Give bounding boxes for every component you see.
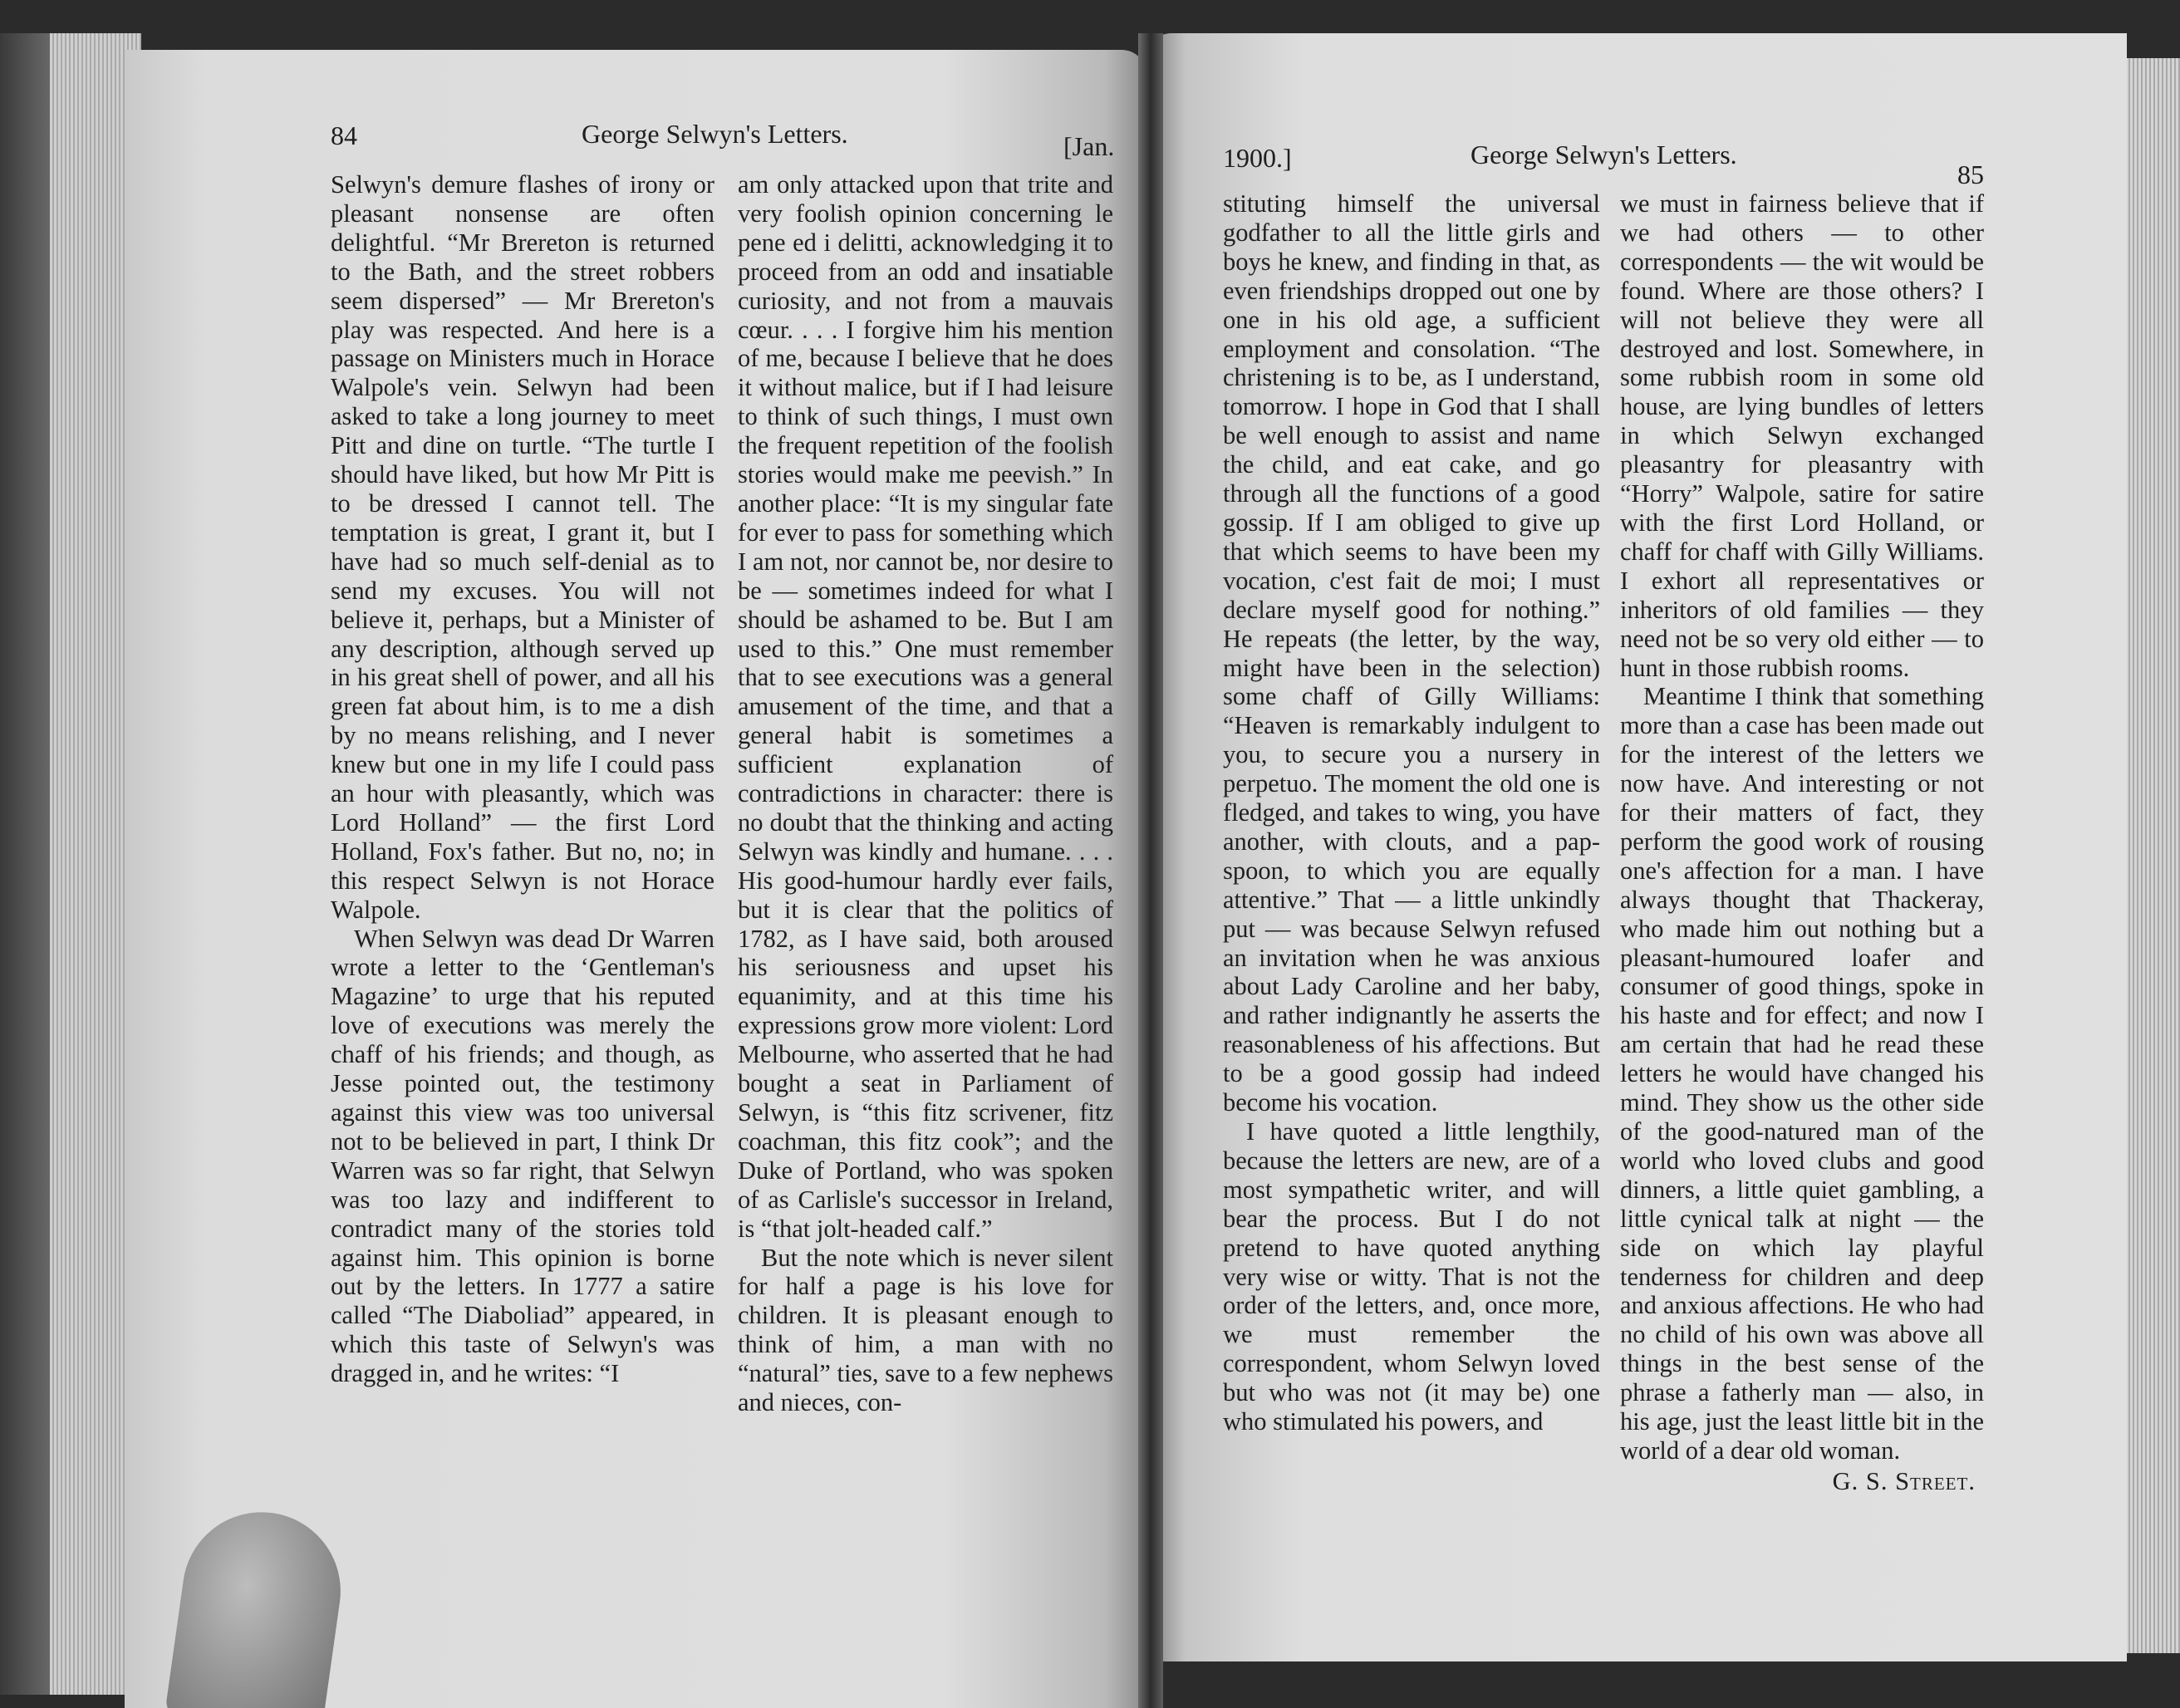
left-date-marker: [Jan. [1063,131,1115,161]
book-gutter [1138,33,1163,1708]
left-column-2 [738,170,1113,1417]
author-signature: G. S. Street. [1832,1466,1976,1495]
right-column-2 [1620,189,1984,1496]
paragraph: When Selwyn was dead Dr Warren wrote a letter to the ‘Gentleman's Magazine’ to urge that his reputed love of executions was merely the chaff of his friends; and though, as Jesse pointed out, the testimony against this view was too universal not to be believed in part, I think Dr Warren was so far right, that Selwyn was too lazy and indifferent to contradict many of the stories told against him. This opinion is borne out by the letters. In 1777 a satire called “The Diaboliad” appeared, in which this taste of Selwyn's was dragged in, and he writes: “I [331,924,714,1388]
left-column-1 [331,170,714,1388]
left-page-number: 84 [331,120,357,150]
paragraph: Selwyn's demure flashes of irony or pleasant nonsense are often delightful. “Mr Brereton is returned to the Bath, and the street robbers seem dispersed” — Mr Brereton's play was respected. And here is a passage on Ministers much in Horace Walpole's vein. Selwyn had been asked to take a long journey to meet Pitt and dine on turtle. “The turtle I should have liked, but how Mr Pitt is to be dressed I cannot tell. The temptation is great, I grant it, but I have had so much self-denial as to send my excuses. You will not believe it, perhaps, but a Minister of any description, although served up in his great shell of power, and all his green fat about him, is to me a dish by no means relishing, and I never knew but one in my life I could pass an hour with pleasantly, which was Lord Holland” — the first Lord Holland, Fox's father. But no, no; in this respect Selwyn is not Horace Walpole. [331,170,714,924]
left-running-title: George Selwyn's Letters. [582,119,848,149]
paragraph: Meantime I think that something more than a case has been made out for the interest of the letters we now have. And interesting or not for their matters of fact, they perform the good work of rousing one's affection for a man. I have always thought that Thackeray, who made him out nothing but a pleasant-humoured loafer and consumer of good things, spoke in his haste and for effect; and now I am certain that had he read these letters he would have changed his mind. They show us the other side of the good-natured man of the world who loved clubs and good dinners, a little quiet gambling, a little cynical talk at night — the side on which lay playful tenderness for children and deep and anxious affections. He who had no child of his own was above all things in the best sense of the phrase a fatherly man — also, in his age, just the least little bit in the world of a dear old woman. [1620,682,1984,1465]
paragraph: stituting himself the universal godfather to all the little girls and boys he knew, and finding in that, as even friendships dropped out one by one in his old age, a sufficient employment and consolation. “The christening is to be, as I understand, tomorrow. I hope in God that I shall be well enough to assist and name the child, and eat cake, and go through all the functions of a good gossip. If I am obliged to give up that which seems to have been my vocation, c'est fait de moi; I must declare myself good for nothing.” He repeats (the letter, by the way, might have been in the selection) some chaff of Gilly Williams: “Heaven is remarkably indulgent to you, to secure you a nursery in perpetuo. The moment the old one is fledged, and takes to wing, you have another, with clouts, and a pap-spoon, to which you are equally attentive.” That — a little unkindly put — was because Selwyn refused an invitation when he was anxious about Lady Caroline and her baby, and rather indignantly he asserts the reasonableness of his affections. But to be a good gossip had indeed become his vocation. [1223,189,1600,1117]
paragraph: we must in fairness believe that if we had others — to other correspondents — the wit would be found. Where are those others? I will not believe they were all destroyed and lost. Somewhere, in some rubbish room in some old house, are lying bundles of letters in which Selwyn exchanged pleasantry for pleasantry with “Horry” Walpole, satire for satire with the first Lord Holland, or chaff for chaff with Gilly Williams. I exhort all representatives or inheritors of old families — they need not be so very old either — to hunt in those rubbish rooms. [1620,189,1984,682]
right-page-edges [2122,58,2180,1653]
right-page-number: 85 [1957,160,1984,189]
paragraph: am only attacked upon that trite and very foolish opinion concerning le pene ed i delitti, acknowledging it to proceed from an odd and insatiable curiosity, and not from a mauvais cœur. . . . I forgive him his mention of me, because I believe that he does it without malice, but if I had leisure to think of such things, I must own the frequent repetition of the foolish stories would make me peevish.” In another place: “It is my singular fate for ever to pass for something which I am not, nor cannot be, nor desire to be — sometimes indeed for what I should be ashamed to be. But I am used to this.” One must remember that to see executions was a general amusement of the time, and that a general habit is sometimes a sufficient explanation of contradictions in character: there is no doubt that the thinking and acting Selwyn was kindly and humane. . . . His good-humour hardly ever fails, but it is clear that the politics of 1782, as I have said, both aroused his seriousness and upset his equanimity, and at this time his expressions grow more violent: Lord Melbourne, who asserted that he had bought a seat in Parliament of Selwyn, is “this fitz scrivener, fitz coachman, this fitz cook”; and the Duke of Portland, who was spoken of as Carlisle's successor in Ireland, is “that jolt-headed calf.” [738,170,1113,1243]
right-column-1 [1223,189,1600,1436]
paragraph: I have quoted a little lengthily, because the letters are new, are of a most sympathetic writer, and will bear the process. But I do not pretend to have quoted anything very wise or witty. That is not the order of the letters, and, once more, we must remember the correspondent, whom Selwyn loved but who was not (it may be) one who stimulated his powers, and [1223,1117,1600,1436]
right-running-title: George Selwyn's Letters. [1471,140,1737,169]
right-date-marker: 1900.] [1223,143,1292,173]
paragraph: But the note which is never silent for half a page is his love for children. It is pleasant enough to think of him, a man with no “natural” ties, save to a few nephews and nieces, con- [738,1243,1113,1417]
